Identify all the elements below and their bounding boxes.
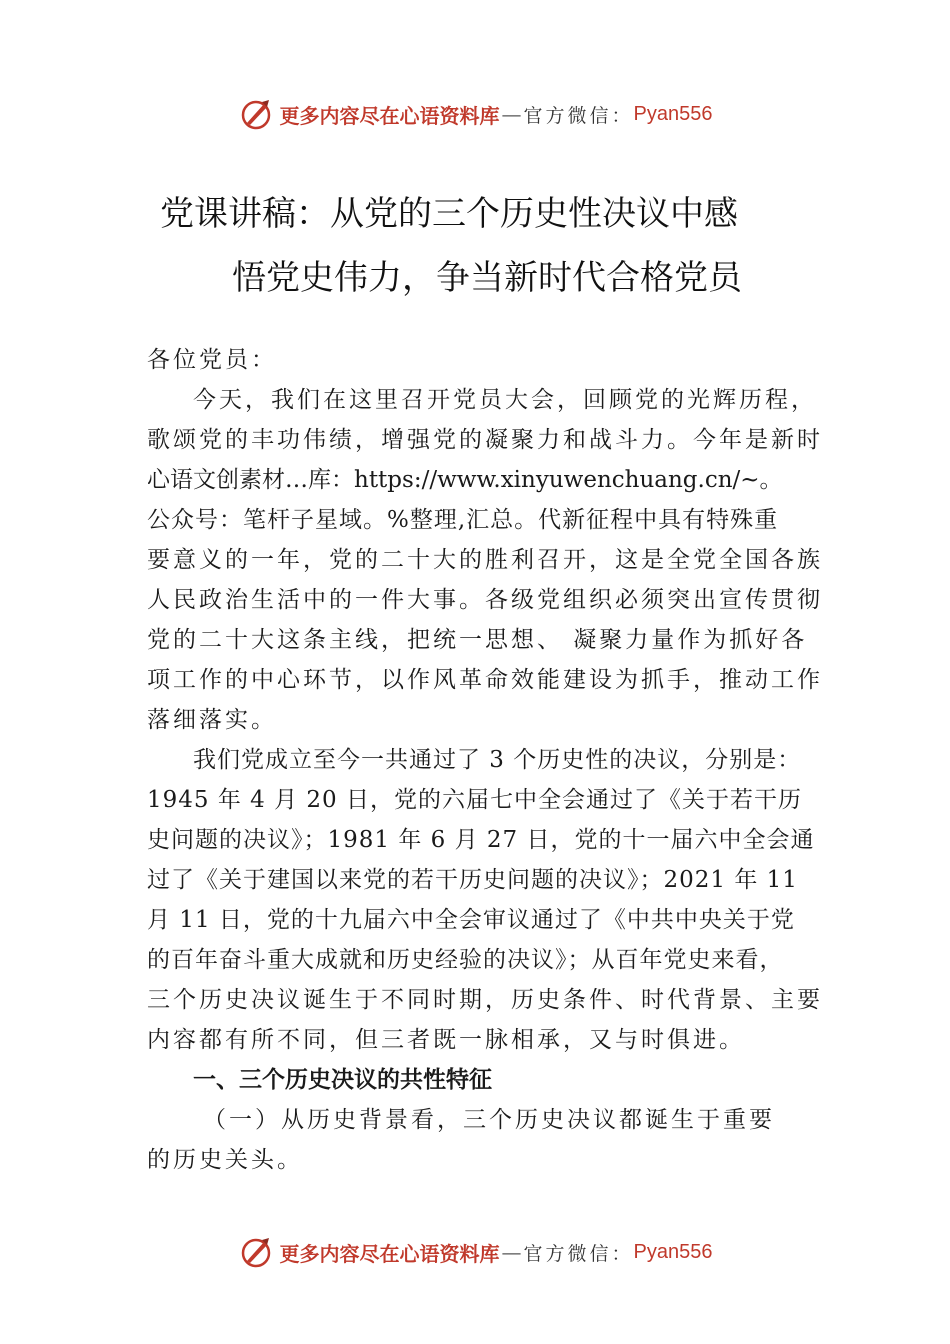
p1-line: 人民政治生活中的一件大事。各级党组织必须突出宣传贯彻 — [147, 587, 823, 613]
p1-line: 党的二十大这条主线，把统一思想、 凝聚力量作为抓好各 — [147, 627, 808, 653]
p1-line: 要意义的一年，党的二十大的胜利召开，这是全党全国各族 — [147, 547, 823, 573]
document-title-line-2: 悟党史伟力，争当新时代合格党员 — [232, 258, 742, 298]
banner-separator: — — [501, 1240, 522, 1264]
p1-line: 项工作的中心环节，以作风革命效能建设为抓手，推动工作 — [147, 667, 823, 693]
quill-logo-icon — [238, 96, 274, 132]
banner-brand: 更多内容尽在心语资料库 — [279, 103, 500, 128]
banner-separator: — — [501, 102, 522, 126]
subsection-1-line: 的历史关头。 — [147, 1147, 303, 1173]
document-body — [147, 340, 837, 1180]
p2-line: 内容都有所不同，但三者既一脉相承，又与时俱进。 — [147, 1027, 745, 1053]
section-heading-1: 一、三个历史决议的共性特征 — [193, 1067, 492, 1093]
footer-banner — [0, 1232, 950, 1272]
p2-line: 1945 年 4 月 20 日，党的六届七中全会通过了《关于若干历 — [147, 787, 802, 813]
quill-logo-icon — [238, 1234, 274, 1270]
p1-line: 歌颂党的丰功伟绩，增强党的凝聚力和战斗力。今年是新时 — [147, 427, 823, 453]
banner-wechat-id: Pyan556 — [633, 1240, 713, 1263]
greeting: 各位党员： — [147, 347, 277, 373]
p2-line: 过了《关于建国以来党的若干历史问题的决议》；2021 年 11 — [147, 867, 798, 893]
banner-brand: 更多内容尽在心语资料库 — [279, 1241, 500, 1266]
p2-line: 史问题的决议》；1981 年 6 月 27 日，党的十一届六中全会通 — [147, 827, 815, 853]
p1-line: 落细落实。 — [147, 707, 277, 733]
p2-line: 三个历史决议诞生于不同时期，历史条件、时代背景、主要 — [147, 987, 823, 1013]
document-title-line-1: 党课讲稿：从党的三个历史性决议中感 — [160, 194, 738, 234]
banner-wechat-id: Pyan556 — [633, 102, 713, 125]
p1-line: 今天，我们在这里召开党员大会，回顾党的光辉历程， — [193, 387, 817, 413]
banner-wechat-label: 官方微信： — [523, 104, 634, 127]
p1-line: 公众号：笔杆子星域。%整理,汇总。代新征程中具有特殊重 — [147, 507, 779, 533]
p2-line: 我们党成立至今一共通过了 3 个历史性的决议，分别是： — [193, 747, 802, 773]
header-banner — [0, 94, 950, 134]
subsection-1-line: （一）从历史背景看，三个历史决议都诞生于重要 — [203, 1107, 775, 1133]
banner-wechat-label: 官方微信： — [523, 1242, 634, 1265]
p2-line: 月 11 日，党的十九届六中全会审议通过了《中共中央关于党 — [147, 907, 795, 933]
p1-line: 心语文创素材…库：https://www.xinyuwenchuang.cn/~。 — [147, 467, 783, 493]
p2-line: 的百年奋斗重大成就和历史经验的决议》；从百年党史来看， — [147, 947, 784, 973]
